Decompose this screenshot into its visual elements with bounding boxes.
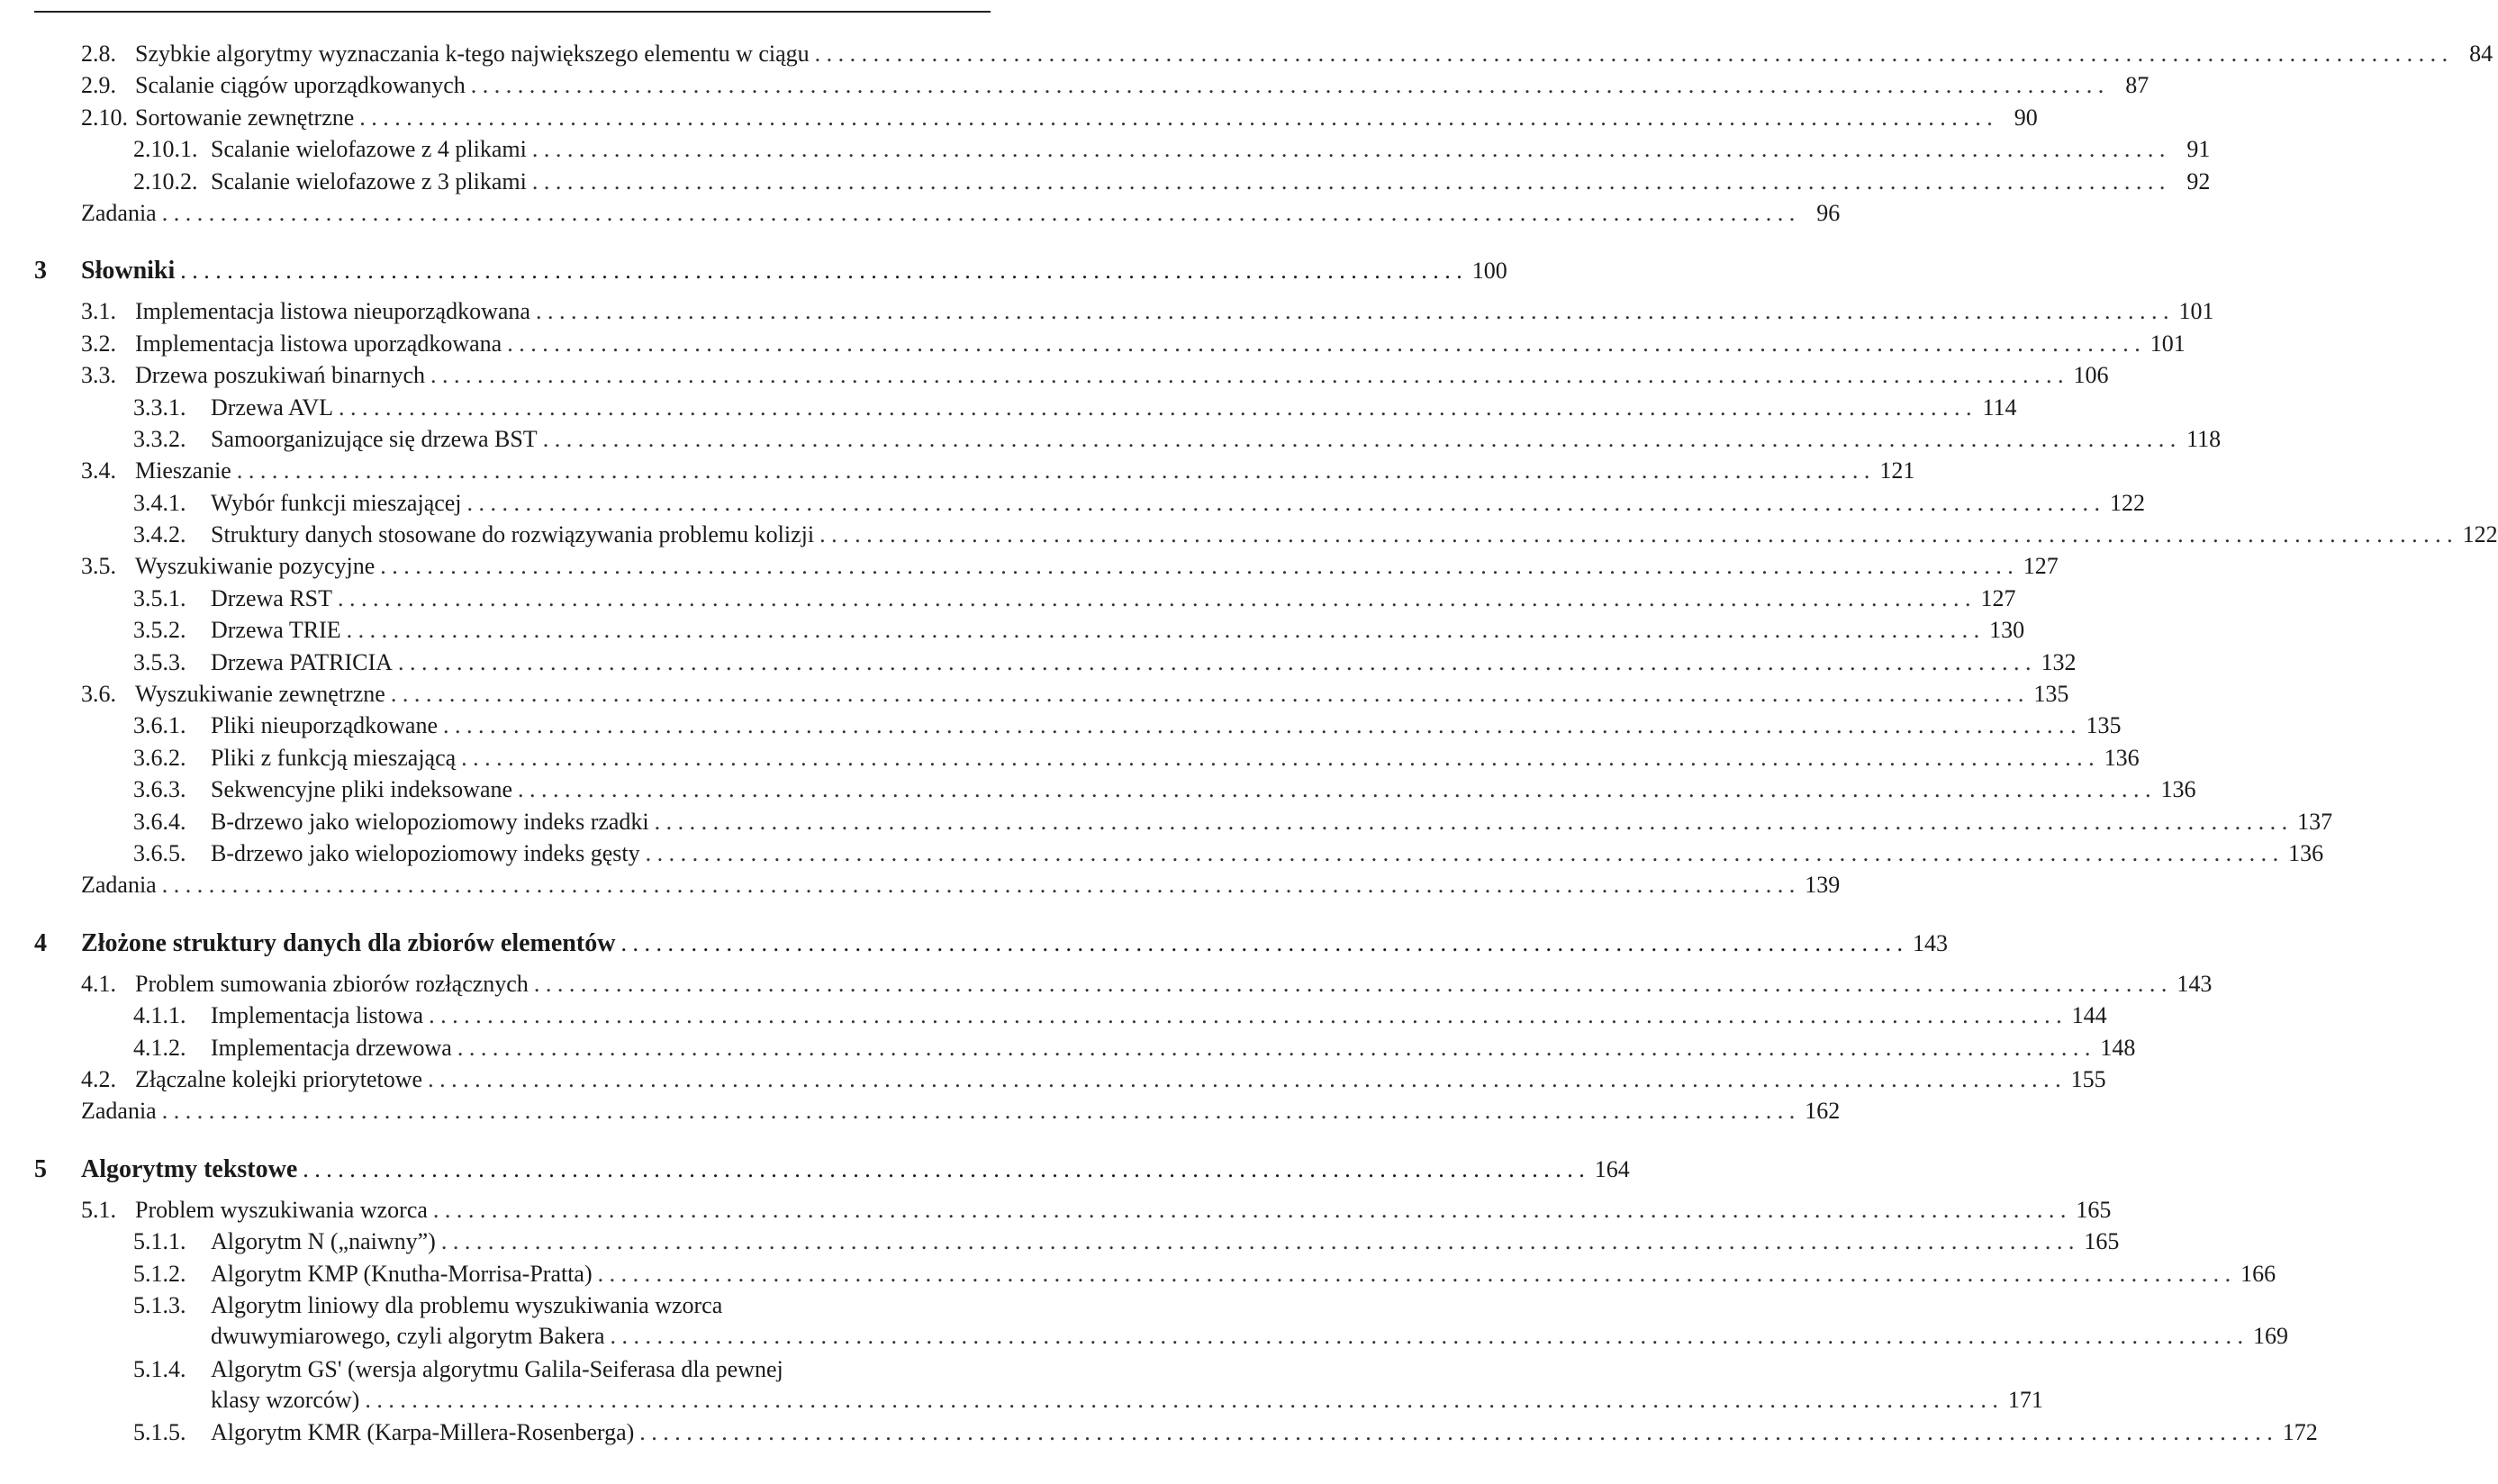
dot-leader <box>180 255 1462 287</box>
entry-title: Problem wyszukiwania wzorca <box>135 1196 428 1223</box>
entry-title: Zadania <box>81 1098 157 1125</box>
chapter-title: Złożone struktury danych dla zbiorów elementów <box>81 928 616 957</box>
page-number: 92 <box>2186 167 2211 195</box>
entry-number: 2.8. <box>81 41 116 67</box>
entry-title: Zadania <box>81 199 157 226</box>
toc-entry <box>0 615 2025 647</box>
dot-leader <box>443 710 2077 741</box>
toc-entry <box>0 1226 2120 1258</box>
entry-number: 3.6.1. <box>133 712 186 739</box>
dot-leader <box>428 1064 2061 1095</box>
entry-number: 4.2. <box>81 1065 116 1092</box>
entry-number: 3.6.5. <box>133 839 186 866</box>
chapter-number: 4 <box>34 928 47 957</box>
chapter-number: 3 <box>34 257 47 285</box>
entry-number: 5.1.5. <box>133 1419 186 1446</box>
toc-entry <box>0 1417 2318 1449</box>
dot-leader <box>457 1033 2091 1063</box>
entry-title: Sekwencyjne pliki indeksowane <box>211 776 513 803</box>
dot-leader <box>639 1417 2273 1448</box>
chapter-title: Słowniki <box>81 257 176 285</box>
toc-entry <box>0 679 2069 710</box>
entry-number: 3.4.1. <box>133 489 186 516</box>
dot-leader <box>507 329 2140 359</box>
entry-number: 2.10.1. <box>133 136 198 163</box>
toc-entry <box>0 838 2324 870</box>
toc-entry <box>0 70 2150 102</box>
entry-number: 2.9. <box>81 72 116 99</box>
entry-title: Sortowanie zewnętrzne <box>135 104 355 131</box>
entry-number: 4.1.2. <box>133 1034 186 1061</box>
entry-number: 3.2. <box>81 330 116 357</box>
entry-number: 3.1. <box>81 298 116 325</box>
toc-entry <box>0 1290 2289 1354</box>
page-number: 136 <box>2288 839 2324 866</box>
page-number: 100 <box>1471 258 1507 285</box>
toc-entry <box>0 774 2196 806</box>
page-number: 90 <box>2014 104 2038 131</box>
section-spacer <box>0 902 1064 909</box>
entry-title: Struktury danych stosowane do rozwiązywania problemu kolizji <box>211 521 815 548</box>
dot-leader <box>365 1385 1998 1416</box>
entry-title-continued: klasy wzorców) <box>211 1386 360 1413</box>
page-number: 84 <box>2469 41 2493 67</box>
entry-title: Drzewa poszukiwań binarnych <box>135 362 425 389</box>
entry-number: 5.1.4. <box>133 1355 186 1382</box>
entry-title: Algorytm GS' (wersja algorytmu Galila-Seiferasa dla pewnej <box>211 1355 783 1382</box>
page-number: 164 <box>1594 1155 1630 1182</box>
page-number: 169 <box>2253 1322 2289 1349</box>
dot-leader <box>819 520 2453 550</box>
toc-entry <box>0 1000 2107 1032</box>
page-number: 148 <box>2100 1034 2136 1061</box>
entry-number: 3.3. <box>81 362 116 389</box>
section-spacer <box>0 1128 1064 1136</box>
toc-entry <box>0 743 2140 774</box>
page-number: 96 <box>1816 199 1841 226</box>
entry-number: 3.4.2. <box>133 521 186 548</box>
dot-leader <box>430 360 2064 391</box>
entry-title: Algorytm KMR (Karpa-Millera-Rosenberga) <box>211 1419 635 1446</box>
page-number: 143 <box>1912 929 1948 956</box>
page-number: 91 <box>2186 136 2211 163</box>
dot-leader <box>162 1096 1796 1127</box>
dot-leader <box>237 456 1870 486</box>
entry-title: Scalanie wielofazowe z 4 plikami <box>211 136 527 163</box>
dot-leader <box>532 167 2166 197</box>
toc-entry <box>0 969 2213 1000</box>
page-number: 137 <box>2297 808 2333 835</box>
entry-title: Samoorganizujące się drzewa BST <box>211 425 538 452</box>
dot-leader <box>532 134 2166 165</box>
entry-number: 5.1.2. <box>133 1260 186 1287</box>
page-number: 130 <box>1989 617 2025 644</box>
top-rule <box>34 11 991 13</box>
page-number: 136 <box>2104 744 2140 771</box>
dot-leader <box>518 774 2151 805</box>
page-number: 136 <box>2160 776 2196 803</box>
page-number: 135 <box>2086 712 2122 739</box>
entry-title: Mieszanie <box>135 457 231 484</box>
entry-number: 4.1. <box>81 970 116 997</box>
entry-title-continued: dwuwymiarowego, czyli algorytm Bakera <box>211 1322 605 1349</box>
toc-entry <box>0 456 1915 487</box>
page-number: 162 <box>1805 1098 1841 1125</box>
toc-entry <box>0 134 2211 166</box>
entry-title: Wyszukiwanie pozycyjne <box>135 553 376 580</box>
toc-entry <box>0 584 2016 615</box>
page-number: 144 <box>2071 1002 2107 1029</box>
entry-title: Implementacja listowa nieuporządkowana <box>135 298 530 325</box>
dot-leader <box>441 1226 2075 1257</box>
entry-title: Implementacja drzewowa <box>211 1034 452 1061</box>
toc-entry <box>0 520 2498 551</box>
toc-entry <box>0 710 2122 742</box>
dot-leader <box>534 969 2168 1000</box>
dot-leader <box>398 647 2032 678</box>
entry-title: Szybkie algorytmy wyznaczania k-tego największego elementu w ciągu <box>135 41 810 67</box>
dot-leader <box>467 488 2101 519</box>
entry-title: Scalanie wielofazowe z 3 plikami <box>211 167 527 195</box>
page-number: 118 <box>2186 425 2222 452</box>
page-number: 139 <box>1805 872 1841 899</box>
page-number: 132 <box>2041 648 2077 675</box>
dot-leader <box>162 198 1796 229</box>
toc-entry <box>0 360 2109 392</box>
dot-leader <box>598 1259 2231 1289</box>
dot-leader <box>347 615 1980 646</box>
dot-leader <box>471 70 2104 101</box>
entry-number: 3.6.4. <box>133 808 186 835</box>
section-spacer <box>0 230 1064 237</box>
dot-leader <box>646 838 2279 869</box>
exercises-entry <box>0 1096 1841 1127</box>
chapter-heading <box>0 255 1507 289</box>
dot-leader <box>391 679 2024 710</box>
entry-title: Scalanie ciągów uporządkowanych <box>135 72 466 99</box>
toc-entry <box>0 296 2214 328</box>
entry-number: 3.6.3. <box>133 776 186 803</box>
entry-number: 3.6.2. <box>133 744 186 771</box>
entry-title: Implementacja listowa <box>211 1002 424 1029</box>
page-number: 127 <box>2023 553 2059 580</box>
page-number: 172 <box>2282 1419 2318 1446</box>
dot-leader <box>429 1000 2062 1031</box>
exercises-entry <box>0 198 1841 230</box>
entry-title: Wybór funkcji mieszającej <box>211 489 462 516</box>
page-number: 143 <box>2177 970 2213 997</box>
toc-entry <box>0 488 2146 520</box>
toc-entry <box>0 807 2333 838</box>
entry-number: 5.1.3. <box>133 1291 186 1318</box>
entry-title: Drzewa RST <box>211 584 333 611</box>
dot-leader <box>359 103 1993 133</box>
page-number: 155 <box>2070 1065 2106 1092</box>
toc-entry <box>0 424 2222 456</box>
dot-leader <box>433 1195 2067 1226</box>
chapter-title: Algorytmy tekstowe <box>81 1154 298 1183</box>
entry-title: B-drzewo jako wielopoziomowy indeks rzadki <box>211 808 649 835</box>
entry-title: Drzewa TRIE <box>211 617 341 644</box>
entry-title: Zadania <box>81 872 157 899</box>
entry-title: Wyszukiwanie zewnętrzne <box>135 681 385 708</box>
page-number: 106 <box>2073 362 2109 389</box>
dot-leader <box>611 1321 2244 1352</box>
entry-title: Problem sumowania zbiorów rozłącznych <box>135 970 529 997</box>
entry-number: 3.6. <box>81 681 116 708</box>
toc-entry <box>0 1064 2106 1096</box>
entry-number: 3.3.2. <box>133 425 186 452</box>
toc-entry <box>0 329 2186 360</box>
toc-entry <box>0 1259 2276 1290</box>
page-number: 121 <box>1879 457 1915 484</box>
chapter-number: 5 <box>34 1154 47 1183</box>
entry-number: 2.10.2. <box>133 167 198 195</box>
toc-entry <box>0 1195 2112 1226</box>
entry-title: B-drzewo jako wielopoziomowy indeks gęsty <box>211 839 640 866</box>
entry-title: Implementacja listowa uporządkowana <box>135 330 502 357</box>
exercises-entry <box>0 870 1841 901</box>
page-number: 165 <box>2076 1196 2112 1223</box>
entry-title: Pliki z funkcją mieszającą <box>211 744 457 771</box>
dot-leader <box>815 39 2448 69</box>
dot-leader <box>303 1154 1585 1186</box>
toc-entry <box>0 1033 2136 1064</box>
page-number: 135 <box>2033 681 2069 708</box>
page-number: 165 <box>2084 1228 2120 1255</box>
entry-number: 3.3.1. <box>133 394 186 421</box>
toc-entry <box>0 551 2059 583</box>
page-number: 114 <box>1982 394 2017 421</box>
entry-title: Złączalne kolejki priorytetowe <box>135 1065 423 1092</box>
toc-entry <box>0 647 2077 679</box>
dot-leader <box>536 296 2169 327</box>
entry-number: 3.5.2. <box>133 617 186 644</box>
toc-entry <box>0 103 2038 134</box>
entry-title: Algorytm liniowy dla problemu wyszukiwania wzorca <box>211 1291 723 1318</box>
chapter-heading <box>0 928 1948 962</box>
dot-leader <box>655 807 2288 837</box>
entry-number: 3.4. <box>81 457 116 484</box>
page-number: 171 <box>2007 1386 2043 1413</box>
chapter-heading <box>0 1154 1630 1188</box>
page-number: 87 <box>2125 72 2150 99</box>
entry-number: 4.1.1. <box>133 1002 186 1029</box>
page-number: 122 <box>2110 489 2146 516</box>
entry-title: Algorytm KMP (Knutha-Morrisa-Pratta) <box>211 1260 593 1287</box>
entry-title: Drzewa AVL <box>211 394 333 421</box>
entry-number: 3.5.3. <box>133 648 186 675</box>
entry-title: Pliki nieuporządkowane <box>211 712 438 739</box>
dot-leader <box>380 551 2014 582</box>
entry-title: Algorytm N („naiwny”) <box>211 1228 436 1255</box>
page-number: 101 <box>2178 298 2214 325</box>
toc-entry <box>0 167 2211 198</box>
page-number: 166 <box>2240 1260 2276 1287</box>
dot-leader <box>461 743 2095 774</box>
dot-leader <box>620 928 1903 960</box>
entry-number: 5.1. <box>81 1196 116 1223</box>
page-number: 101 <box>2150 330 2186 357</box>
entry-number: 3.5. <box>81 553 116 580</box>
dot-leader <box>338 584 1971 614</box>
page-number: 122 <box>2462 521 2498 548</box>
entry-number: 3.5.1. <box>133 584 186 611</box>
dot-leader <box>543 424 2177 455</box>
toc-entry <box>0 39 2493 70</box>
entry-title: Drzewa PATRICIA <box>211 648 393 675</box>
toc-entry <box>0 393 2017 424</box>
dot-leader <box>339 393 1972 423</box>
entry-number: 5.1.1. <box>133 1228 186 1255</box>
page-number: 127 <box>1980 584 2016 611</box>
dot-leader <box>162 870 1796 900</box>
entry-number: 2.10. <box>81 104 128 131</box>
table-of-contents <box>0 39 2498 1450</box>
toc-entry <box>0 1354 2043 1418</box>
